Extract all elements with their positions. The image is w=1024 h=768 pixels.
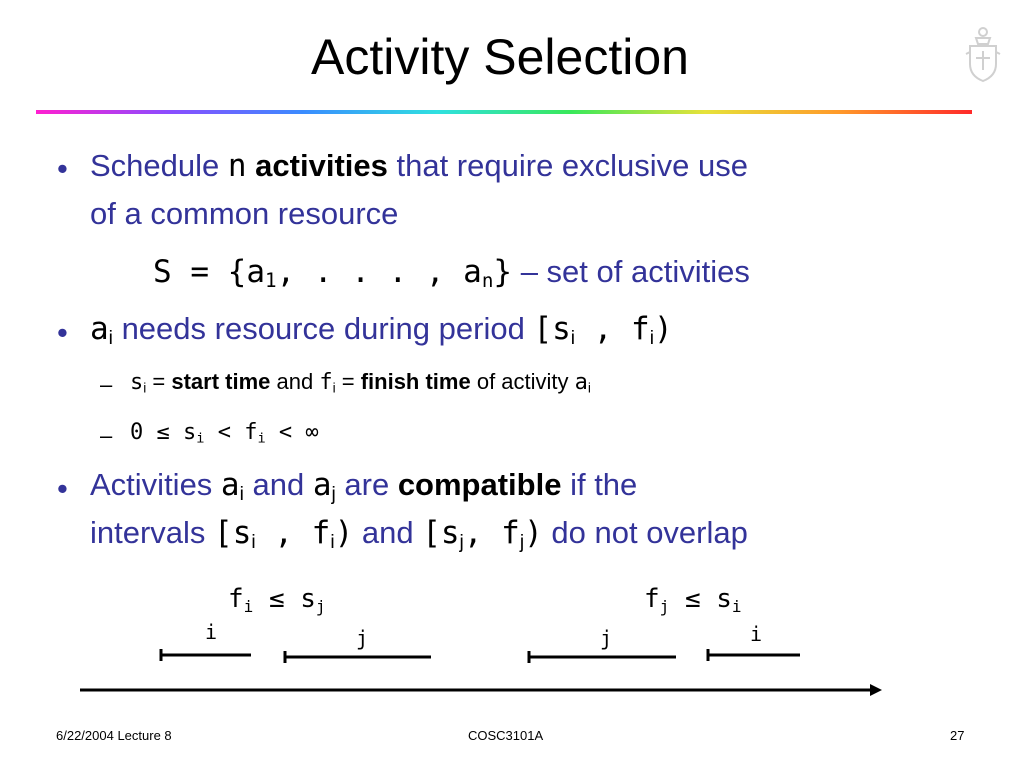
bullet-schedule-line2: of a common resource [90, 196, 399, 231]
bullet-marker: • [57, 151, 68, 186]
interval-left-i [161, 649, 251, 661]
label-right-i: i [750, 622, 763, 646]
text-if-the: if the [561, 467, 638, 502]
set-definition [153, 254, 750, 290]
sub-i: i [332, 380, 336, 396]
text-intervals: intervals [90, 515, 215, 550]
label-right-j: j [600, 626, 613, 650]
var-a: a [574, 370, 588, 395]
text-schedule: Schedule [90, 148, 228, 183]
equals: = [335, 369, 361, 394]
interval-diagram [0, 575, 1024, 705]
interval-right-j [529, 651, 676, 663]
slide-title: Activity Selection [311, 29, 689, 85]
var-s: s [169, 420, 197, 445]
text-exclusive-use: that require exclusive use [387, 148, 749, 183]
var-s: s [130, 370, 144, 395]
text-do-not-overlap: do not overlap [542, 515, 748, 550]
text-needs-resource: needs resource during period [112, 311, 534, 346]
sub-i: i [108, 327, 113, 349]
bullet-schedule-line1 [90, 148, 748, 184]
bullet-compatible-line1 [90, 467, 637, 503]
interval-left-j [285, 651, 431, 663]
text-of-activity: of activity [470, 369, 575, 394]
interval-open: [s [533, 311, 571, 347]
footer-date-lecture: 6/22/2004 Lecture 8 [56, 728, 172, 743]
lt-f: < f [204, 420, 258, 445]
interval-close: ) [334, 515, 354, 551]
bullet-marker: • [57, 471, 68, 506]
time-axis-arrowhead [870, 684, 882, 696]
bullet-marker: • [57, 315, 68, 350]
subbullet-start-finish [130, 369, 591, 395]
label-left-j: j [356, 626, 369, 650]
dash-marker: – [100, 372, 113, 397]
bullet-compatible-line2 [90, 515, 748, 551]
text-and: and [270, 369, 320, 394]
interval-right-i [708, 649, 800, 661]
lt: < [265, 420, 306, 445]
set-description: – set of activities [512, 254, 750, 289]
set-lhs: S = {a [153, 254, 265, 290]
sub-n: n [481, 268, 494, 292]
university-crest-logo [962, 24, 1004, 84]
interval-comma: , f [575, 311, 650, 347]
set-rhs: } [493, 254, 513, 290]
text-and: and [353, 515, 423, 550]
sub-j: j [331, 483, 336, 505]
right-condition: fj ≤ si [644, 584, 742, 616]
interval-comma: , f [463, 515, 520, 551]
bold-start-time: start time [171, 369, 271, 394]
text-and: and [243, 467, 313, 502]
bullet-needs-resource [90, 311, 673, 347]
sub-i: i [330, 531, 335, 553]
sub-i: i [239, 483, 244, 505]
sub-i: i [251, 531, 256, 553]
label-left-i: i [205, 620, 218, 644]
left-condition: fi ≤ sj [228, 584, 326, 616]
footer-course: COSC3101A [468, 728, 544, 743]
sub-j: j [519, 531, 525, 553]
infinity-symbol: ∞ [305, 420, 319, 445]
interval-close: ) [524, 515, 543, 551]
subbullet-inequality [130, 420, 319, 445]
var-f: f [319, 370, 333, 395]
set-mid: , . . . , a [276, 254, 482, 290]
bold-finish-time: finish time [360, 369, 471, 394]
var-a: a [220, 467, 240, 503]
var-n: n [227, 148, 247, 184]
title-divider [36, 110, 972, 114]
interval-comma: , f [255, 515, 331, 551]
sub-j: j [459, 531, 464, 553]
dash-marker: – [100, 423, 113, 448]
bold-compatible: compatible [397, 467, 562, 502]
sub-i: i [143, 380, 147, 396]
sub-i: i [570, 327, 576, 349]
sub-i: i [257, 430, 266, 447]
footer-page-number: 27 [950, 728, 965, 743]
interval-open: [s [422, 515, 460, 551]
var-a: a [312, 467, 332, 503]
interval-open: [s [214, 515, 252, 551]
var-a: a [90, 311, 109, 347]
bold-activities: activities [246, 148, 388, 183]
sub-i: i [196, 430, 205, 447]
interval-close: ) [653, 311, 673, 347]
sub-i: i [649, 327, 654, 349]
equals: = [146, 369, 172, 394]
sub-1: 1 [264, 268, 277, 292]
text-are: are [335, 467, 398, 502]
text-activities: Activities [90, 467, 221, 502]
zero: 0 [130, 420, 157, 445]
sub-i: i [587, 380, 591, 396]
le-symbol: ≤ [156, 420, 170, 445]
